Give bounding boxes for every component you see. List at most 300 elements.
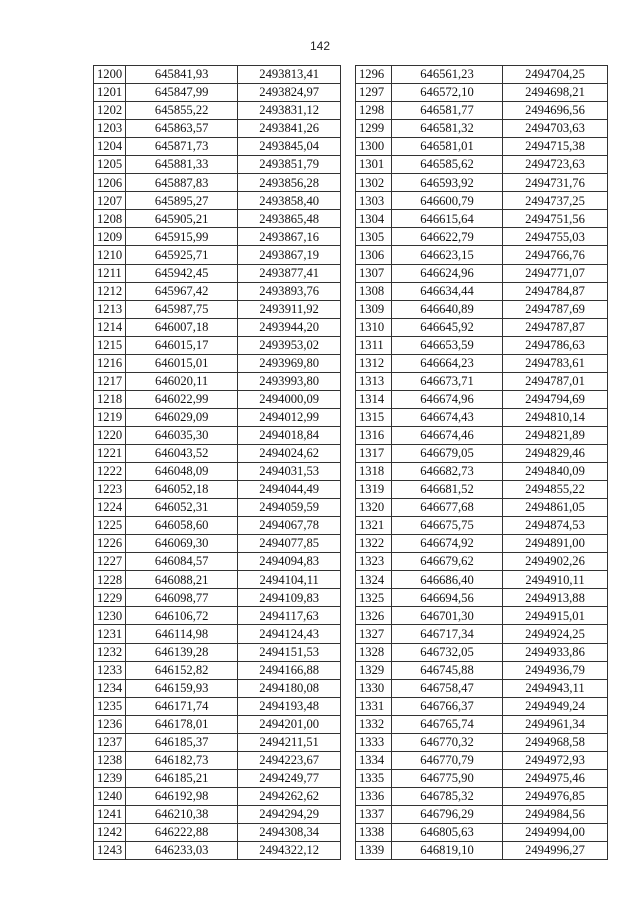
table-row xyxy=(94,354,341,372)
point-number-cell: 1213 xyxy=(94,300,126,318)
x-coordinate-cell: 646677,68 xyxy=(392,499,503,517)
table-row xyxy=(94,246,341,264)
point-number-cell: 1223 xyxy=(94,481,126,499)
x-coordinate-cell: 646084,57 xyxy=(126,553,238,571)
point-number-cell: 1207 xyxy=(94,192,126,210)
x-coordinate-cell: 646088,21 xyxy=(126,571,238,589)
point-number-cell: 1321 xyxy=(356,517,392,535)
table-row xyxy=(94,138,341,156)
table-row xyxy=(94,120,341,138)
x-coordinate-cell: 646673,71 xyxy=(392,372,503,390)
x-coordinate-cell: 645895,27 xyxy=(126,192,238,210)
y-coordinate-cell: 2494024,62 xyxy=(238,444,341,462)
y-coordinate-cell: 2494902,26 xyxy=(503,553,608,571)
table-row xyxy=(94,553,341,571)
x-coordinate-cell: 645881,33 xyxy=(126,156,238,174)
point-number-cell: 1335 xyxy=(356,769,392,787)
x-coordinate-cell: 646192,98 xyxy=(126,787,238,805)
table-row xyxy=(94,444,341,462)
x-coordinate-cell: 646171,74 xyxy=(126,697,238,715)
y-coordinate-cell: 2494913,88 xyxy=(503,589,608,607)
x-coordinate-cell: 646600,79 xyxy=(392,192,503,210)
point-number-cell: 1320 xyxy=(356,499,392,517)
point-number-cell: 1315 xyxy=(356,408,392,426)
y-coordinate-cell: 2494840,09 xyxy=(503,463,608,481)
x-coordinate-cell: 645871,73 xyxy=(126,138,238,156)
point-number-cell: 1300 xyxy=(356,138,392,156)
x-coordinate-cell: 646159,93 xyxy=(126,679,238,697)
table-row xyxy=(356,354,608,372)
y-coordinate-cell: 2494249,77 xyxy=(238,769,341,787)
x-coordinate-cell: 646152,82 xyxy=(126,661,238,679)
point-number-cell: 1298 xyxy=(356,102,392,120)
x-coordinate-cell: 646766,37 xyxy=(392,697,503,715)
y-coordinate-cell: 2494943,11 xyxy=(503,679,608,697)
point-number-cell: 1322 xyxy=(356,535,392,553)
point-number-cell: 1314 xyxy=(356,390,392,408)
y-coordinate-cell: 2494322,12 xyxy=(238,842,341,860)
y-coordinate-cell: 2493831,12 xyxy=(238,102,341,120)
y-coordinate-cell: 2494294,29 xyxy=(238,805,341,823)
x-coordinate-cell: 645855,22 xyxy=(126,102,238,120)
point-number-cell: 1310 xyxy=(356,318,392,336)
x-coordinate-cell: 646585,62 xyxy=(392,156,503,174)
table-row xyxy=(94,463,341,481)
point-number-cell: 1337 xyxy=(356,805,392,823)
y-coordinate-cell: 2494810,14 xyxy=(503,408,608,426)
table-row xyxy=(356,228,608,246)
x-coordinate-cell: 646233,03 xyxy=(126,842,238,860)
point-number-cell: 1214 xyxy=(94,318,126,336)
y-coordinate-cell: 2494976,85 xyxy=(503,787,608,805)
point-number-cell: 1205 xyxy=(94,156,126,174)
table-row xyxy=(356,499,608,517)
y-coordinate-cell: 2494737,25 xyxy=(503,192,608,210)
point-number-cell: 1306 xyxy=(356,246,392,264)
point-number-cell: 1327 xyxy=(356,625,392,643)
x-coordinate-cell: 645915,99 xyxy=(126,228,238,246)
y-coordinate-cell: 2494109,83 xyxy=(238,589,341,607)
y-coordinate-cell: 2494094,83 xyxy=(238,553,341,571)
table-row xyxy=(356,84,608,102)
y-coordinate-cell: 2494223,67 xyxy=(238,751,341,769)
y-coordinate-cell: 2494975,46 xyxy=(503,769,608,787)
table-row xyxy=(94,733,341,751)
x-coordinate-cell: 646185,37 xyxy=(126,733,238,751)
y-coordinate-cell: 2494124,43 xyxy=(238,625,341,643)
y-coordinate-cell: 2494933,86 xyxy=(503,643,608,661)
point-number-cell: 1305 xyxy=(356,228,392,246)
y-coordinate-cell: 2494166,88 xyxy=(238,661,341,679)
table-row xyxy=(356,805,608,823)
y-coordinate-cell: 2494180,08 xyxy=(238,679,341,697)
x-coordinate-cell: 646020,11 xyxy=(126,372,238,390)
table-row xyxy=(356,589,608,607)
x-coordinate-cell: 646043,52 xyxy=(126,444,238,462)
point-number-cell: 1319 xyxy=(356,481,392,499)
table-row xyxy=(356,390,608,408)
table-row xyxy=(356,174,608,192)
table-row xyxy=(356,372,608,390)
table-row xyxy=(356,842,608,860)
point-number-cell: 1203 xyxy=(94,120,126,138)
table-row xyxy=(94,751,341,769)
x-coordinate-cell: 646048,09 xyxy=(126,463,238,481)
y-coordinate-cell: 2494308,34 xyxy=(238,823,341,841)
y-coordinate-cell: 2494786,63 xyxy=(503,336,608,354)
y-coordinate-cell: 2494211,51 xyxy=(238,733,341,751)
point-number-cell: 1240 xyxy=(94,787,126,805)
x-coordinate-cell: 646622,79 xyxy=(392,228,503,246)
y-coordinate-cell: 2494731,76 xyxy=(503,174,608,192)
y-coordinate-cell: 2493845,04 xyxy=(238,138,341,156)
x-coordinate-cell: 645905,21 xyxy=(126,210,238,228)
x-coordinate-cell: 646679,05 xyxy=(392,444,503,462)
table-row xyxy=(356,264,608,282)
y-coordinate-cell: 2494723,63 xyxy=(503,156,608,174)
y-coordinate-cell: 2493993,80 xyxy=(238,372,341,390)
table-row xyxy=(94,264,341,282)
point-number-cell: 1324 xyxy=(356,571,392,589)
y-coordinate-cell: 2494031,53 xyxy=(238,463,341,481)
y-coordinate-cell: 2494829,46 xyxy=(503,444,608,462)
y-coordinate-cell: 2494924,25 xyxy=(503,625,608,643)
table-row xyxy=(94,174,341,192)
table-row xyxy=(94,300,341,318)
x-coordinate-cell: 646645,92 xyxy=(392,318,503,336)
x-coordinate-cell: 646615,64 xyxy=(392,210,503,228)
table-row xyxy=(356,553,608,571)
x-coordinate-cell: 646770,32 xyxy=(392,733,503,751)
point-number-cell: 1234 xyxy=(94,679,126,697)
point-number-cell: 1208 xyxy=(94,210,126,228)
point-number-cell: 1317 xyxy=(356,444,392,462)
point-number-cell: 1210 xyxy=(94,246,126,264)
point-number-cell: 1309 xyxy=(356,300,392,318)
table-row xyxy=(94,481,341,499)
point-number-cell: 1218 xyxy=(94,390,126,408)
x-coordinate-cell: 646674,96 xyxy=(392,390,503,408)
point-number-cell: 1201 xyxy=(94,84,126,102)
point-number-cell: 1333 xyxy=(356,733,392,751)
point-number-cell: 1200 xyxy=(94,66,126,84)
x-coordinate-cell: 646624,96 xyxy=(392,264,503,282)
x-coordinate-cell: 646775,90 xyxy=(392,769,503,787)
point-number-cell: 1303 xyxy=(356,192,392,210)
table-row xyxy=(356,661,608,679)
x-coordinate-cell: 646765,74 xyxy=(392,715,503,733)
x-coordinate-cell: 645987,75 xyxy=(126,300,238,318)
point-number-cell: 1302 xyxy=(356,174,392,192)
point-number-cell: 1217 xyxy=(94,372,126,390)
point-number-cell: 1301 xyxy=(356,156,392,174)
x-coordinate-cell: 646745,88 xyxy=(392,661,503,679)
y-coordinate-cell: 2494703,63 xyxy=(503,120,608,138)
point-number-cell: 1308 xyxy=(356,282,392,300)
point-number-cell: 1330 xyxy=(356,679,392,697)
point-number-cell: 1227 xyxy=(94,553,126,571)
point-number-cell: 1224 xyxy=(94,499,126,517)
table-row xyxy=(356,463,608,481)
point-number-cell: 1226 xyxy=(94,535,126,553)
point-number-cell: 1311 xyxy=(356,336,392,354)
point-number-cell: 1237 xyxy=(94,733,126,751)
table-row xyxy=(94,282,341,300)
x-coordinate-cell: 646796,29 xyxy=(392,805,503,823)
point-number-cell: 1211 xyxy=(94,264,126,282)
point-number-cell: 1297 xyxy=(356,84,392,102)
table-row xyxy=(356,733,608,751)
point-number-cell: 1212 xyxy=(94,282,126,300)
point-number-cell: 1307 xyxy=(356,264,392,282)
point-number-cell: 1318 xyxy=(356,463,392,481)
x-coordinate-cell: 646069,30 xyxy=(126,535,238,553)
point-number-cell: 1229 xyxy=(94,589,126,607)
table-row xyxy=(356,787,608,805)
table-row xyxy=(356,751,608,769)
table-row xyxy=(94,589,341,607)
table-row xyxy=(94,643,341,661)
x-coordinate-cell: 646679,62 xyxy=(392,553,503,571)
table-row xyxy=(356,679,608,697)
y-coordinate-cell: 2494151,53 xyxy=(238,643,341,661)
y-coordinate-cell: 2494787,87 xyxy=(503,318,608,336)
table-row xyxy=(94,823,341,841)
point-number-cell: 1332 xyxy=(356,715,392,733)
x-coordinate-cell: 646022,99 xyxy=(126,390,238,408)
x-coordinate-cell: 645967,42 xyxy=(126,282,238,300)
y-coordinate-cell: 2494915,01 xyxy=(503,607,608,625)
table-row xyxy=(356,571,608,589)
table-row xyxy=(356,102,608,120)
y-coordinate-cell: 2494698,21 xyxy=(503,84,608,102)
x-coordinate-cell: 646785,32 xyxy=(392,787,503,805)
y-coordinate-cell: 2494787,01 xyxy=(503,372,608,390)
x-coordinate-cell: 645887,83 xyxy=(126,174,238,192)
table-row xyxy=(356,769,608,787)
x-coordinate-cell: 646139,28 xyxy=(126,643,238,661)
y-coordinate-cell: 2494059,59 xyxy=(238,499,341,517)
x-coordinate-cell: 646098,77 xyxy=(126,589,238,607)
point-number-cell: 1339 xyxy=(356,842,392,860)
y-coordinate-cell: 2494751,56 xyxy=(503,210,608,228)
table-row xyxy=(356,426,608,444)
y-coordinate-cell: 2494972,93 xyxy=(503,751,608,769)
point-number-cell: 1336 xyxy=(356,787,392,805)
y-coordinate-cell: 2494794,69 xyxy=(503,390,608,408)
x-coordinate-cell: 645863,57 xyxy=(126,120,238,138)
y-coordinate-cell: 2494696,56 xyxy=(503,102,608,120)
table-row xyxy=(94,228,341,246)
y-coordinate-cell: 2494766,76 xyxy=(503,246,608,264)
point-number-cell: 1225 xyxy=(94,517,126,535)
table-row xyxy=(94,625,341,643)
point-number-cell: 1304 xyxy=(356,210,392,228)
x-coordinate-cell: 645847,99 xyxy=(126,84,238,102)
page-number: 142 xyxy=(309,39,331,53)
y-coordinate-cell: 2494968,58 xyxy=(503,733,608,751)
x-coordinate-cell: 646675,75 xyxy=(392,517,503,535)
y-coordinate-cell: 2493867,19 xyxy=(238,246,341,264)
point-number-cell: 1220 xyxy=(94,426,126,444)
table-row xyxy=(356,300,608,318)
table-row xyxy=(94,571,341,589)
point-number-cell: 1241 xyxy=(94,805,126,823)
point-number-cell: 1331 xyxy=(356,697,392,715)
y-coordinate-cell: 2493953,02 xyxy=(238,336,341,354)
y-coordinate-cell: 2494949,24 xyxy=(503,697,608,715)
y-coordinate-cell: 2494783,61 xyxy=(503,354,608,372)
y-coordinate-cell: 2494821,89 xyxy=(503,426,608,444)
table-row xyxy=(356,625,608,643)
table-row xyxy=(356,66,608,84)
table-row xyxy=(94,607,341,625)
x-coordinate-cell: 646819,10 xyxy=(392,842,503,860)
table-row xyxy=(94,499,341,517)
point-number-cell: 1232 xyxy=(94,643,126,661)
y-coordinate-cell: 2494044,49 xyxy=(238,481,341,499)
y-coordinate-cell: 2494715,38 xyxy=(503,138,608,156)
x-coordinate-cell: 646686,40 xyxy=(392,571,503,589)
x-coordinate-cell: 645925,71 xyxy=(126,246,238,264)
point-number-cell: 1316 xyxy=(356,426,392,444)
point-number-cell: 1222 xyxy=(94,463,126,481)
x-coordinate-cell: 646052,31 xyxy=(126,499,238,517)
y-coordinate-cell: 2494012,99 xyxy=(238,408,341,426)
point-number-cell: 1325 xyxy=(356,589,392,607)
x-coordinate-cell: 646182,73 xyxy=(126,751,238,769)
table-row xyxy=(94,715,341,733)
x-coordinate-cell: 646185,21 xyxy=(126,769,238,787)
x-coordinate-cell: 646674,43 xyxy=(392,408,503,426)
point-number-cell: 1338 xyxy=(356,823,392,841)
table-row xyxy=(94,769,341,787)
x-coordinate-cell: 646640,89 xyxy=(392,300,503,318)
table-row xyxy=(94,697,341,715)
x-coordinate-cell: 646015,01 xyxy=(126,354,238,372)
point-number-cell: 1228 xyxy=(94,571,126,589)
point-number-cell: 1231 xyxy=(94,625,126,643)
x-coordinate-cell: 646581,01 xyxy=(392,138,503,156)
y-coordinate-cell: 2494874,53 xyxy=(503,517,608,535)
y-coordinate-cell: 2493824,97 xyxy=(238,84,341,102)
point-number-cell: 1334 xyxy=(356,751,392,769)
table-row xyxy=(356,120,608,138)
x-coordinate-cell: 646717,34 xyxy=(392,625,503,643)
y-coordinate-cell: 2494861,05 xyxy=(503,499,608,517)
y-coordinate-cell: 2493856,28 xyxy=(238,174,341,192)
table-row xyxy=(94,679,341,697)
point-number-cell: 1202 xyxy=(94,102,126,120)
x-coordinate-cell: 646581,77 xyxy=(392,102,503,120)
point-number-cell: 1215 xyxy=(94,336,126,354)
y-coordinate-cell: 2494018,84 xyxy=(238,426,341,444)
y-coordinate-cell: 2494787,69 xyxy=(503,300,608,318)
table-row xyxy=(356,517,608,535)
table-row xyxy=(356,823,608,841)
point-number-cell: 1242 xyxy=(94,823,126,841)
point-number-cell: 1323 xyxy=(356,553,392,571)
table-row xyxy=(356,643,608,661)
point-number-cell: 1236 xyxy=(94,715,126,733)
table-row xyxy=(94,408,341,426)
point-number-cell: 1329 xyxy=(356,661,392,679)
y-coordinate-cell: 2494855,22 xyxy=(503,481,608,499)
y-coordinate-cell: 2494771,07 xyxy=(503,264,608,282)
x-coordinate-cell: 646029,09 xyxy=(126,408,238,426)
x-coordinate-cell: 646674,92 xyxy=(392,535,503,553)
point-number-cell: 1312 xyxy=(356,354,392,372)
x-coordinate-cell: 646694,56 xyxy=(392,589,503,607)
table-row xyxy=(356,138,608,156)
table-row xyxy=(356,282,608,300)
y-coordinate-cell: 2494193,48 xyxy=(238,697,341,715)
table-row xyxy=(94,805,341,823)
y-coordinate-cell: 2493867,16 xyxy=(238,228,341,246)
table-row xyxy=(94,318,341,336)
table-row xyxy=(356,246,608,264)
table-row xyxy=(94,426,341,444)
x-coordinate-cell: 646106,72 xyxy=(126,607,238,625)
x-coordinate-cell: 646222,88 xyxy=(126,823,238,841)
y-coordinate-cell: 2494784,87 xyxy=(503,282,608,300)
point-number-cell: 1216 xyxy=(94,354,126,372)
x-coordinate-cell: 646623,15 xyxy=(392,246,503,264)
table-row xyxy=(94,661,341,679)
table-row xyxy=(356,408,608,426)
y-coordinate-cell: 2493851,79 xyxy=(238,156,341,174)
x-coordinate-cell: 645942,45 xyxy=(126,264,238,282)
y-coordinate-cell: 2494936,79 xyxy=(503,661,608,679)
y-coordinate-cell: 2494077,85 xyxy=(238,535,341,553)
y-coordinate-cell: 2494104,11 xyxy=(238,571,341,589)
point-number-cell: 1209 xyxy=(94,228,126,246)
y-coordinate-cell: 2494755,03 xyxy=(503,228,608,246)
x-coordinate-cell: 646653,59 xyxy=(392,336,503,354)
x-coordinate-cell: 645841,93 xyxy=(126,66,238,84)
table-row xyxy=(356,318,608,336)
y-coordinate-cell: 2493944,20 xyxy=(238,318,341,336)
point-number-cell: 1299 xyxy=(356,120,392,138)
x-coordinate-cell: 646681,52 xyxy=(392,481,503,499)
x-coordinate-cell: 646674,46 xyxy=(392,426,503,444)
table-row xyxy=(356,481,608,499)
point-number-cell: 1326 xyxy=(356,607,392,625)
point-number-cell: 1221 xyxy=(94,444,126,462)
y-coordinate-cell: 2494000,09 xyxy=(238,390,341,408)
x-coordinate-cell: 646007,18 xyxy=(126,318,238,336)
x-coordinate-cell: 646572,10 xyxy=(392,84,503,102)
table-row xyxy=(356,607,608,625)
table-row xyxy=(94,210,341,228)
y-coordinate-cell: 2494201,00 xyxy=(238,715,341,733)
y-coordinate-cell: 2494067,78 xyxy=(238,517,341,535)
x-coordinate-cell: 646561,23 xyxy=(392,66,503,84)
y-coordinate-cell: 2494117,63 xyxy=(238,607,341,625)
table-row xyxy=(356,697,608,715)
coordinates-table-left xyxy=(93,65,341,860)
x-coordinate-cell: 646052,18 xyxy=(126,481,238,499)
table-row xyxy=(356,156,608,174)
point-number-cell: 1239 xyxy=(94,769,126,787)
y-coordinate-cell: 2493969,80 xyxy=(238,354,341,372)
point-number-cell: 1233 xyxy=(94,661,126,679)
x-coordinate-cell: 646664,23 xyxy=(392,354,503,372)
y-coordinate-cell: 2493911,92 xyxy=(238,300,341,318)
coordinates-table-right xyxy=(355,65,608,860)
y-coordinate-cell: 2493841,26 xyxy=(238,120,341,138)
point-number-cell: 1238 xyxy=(94,751,126,769)
